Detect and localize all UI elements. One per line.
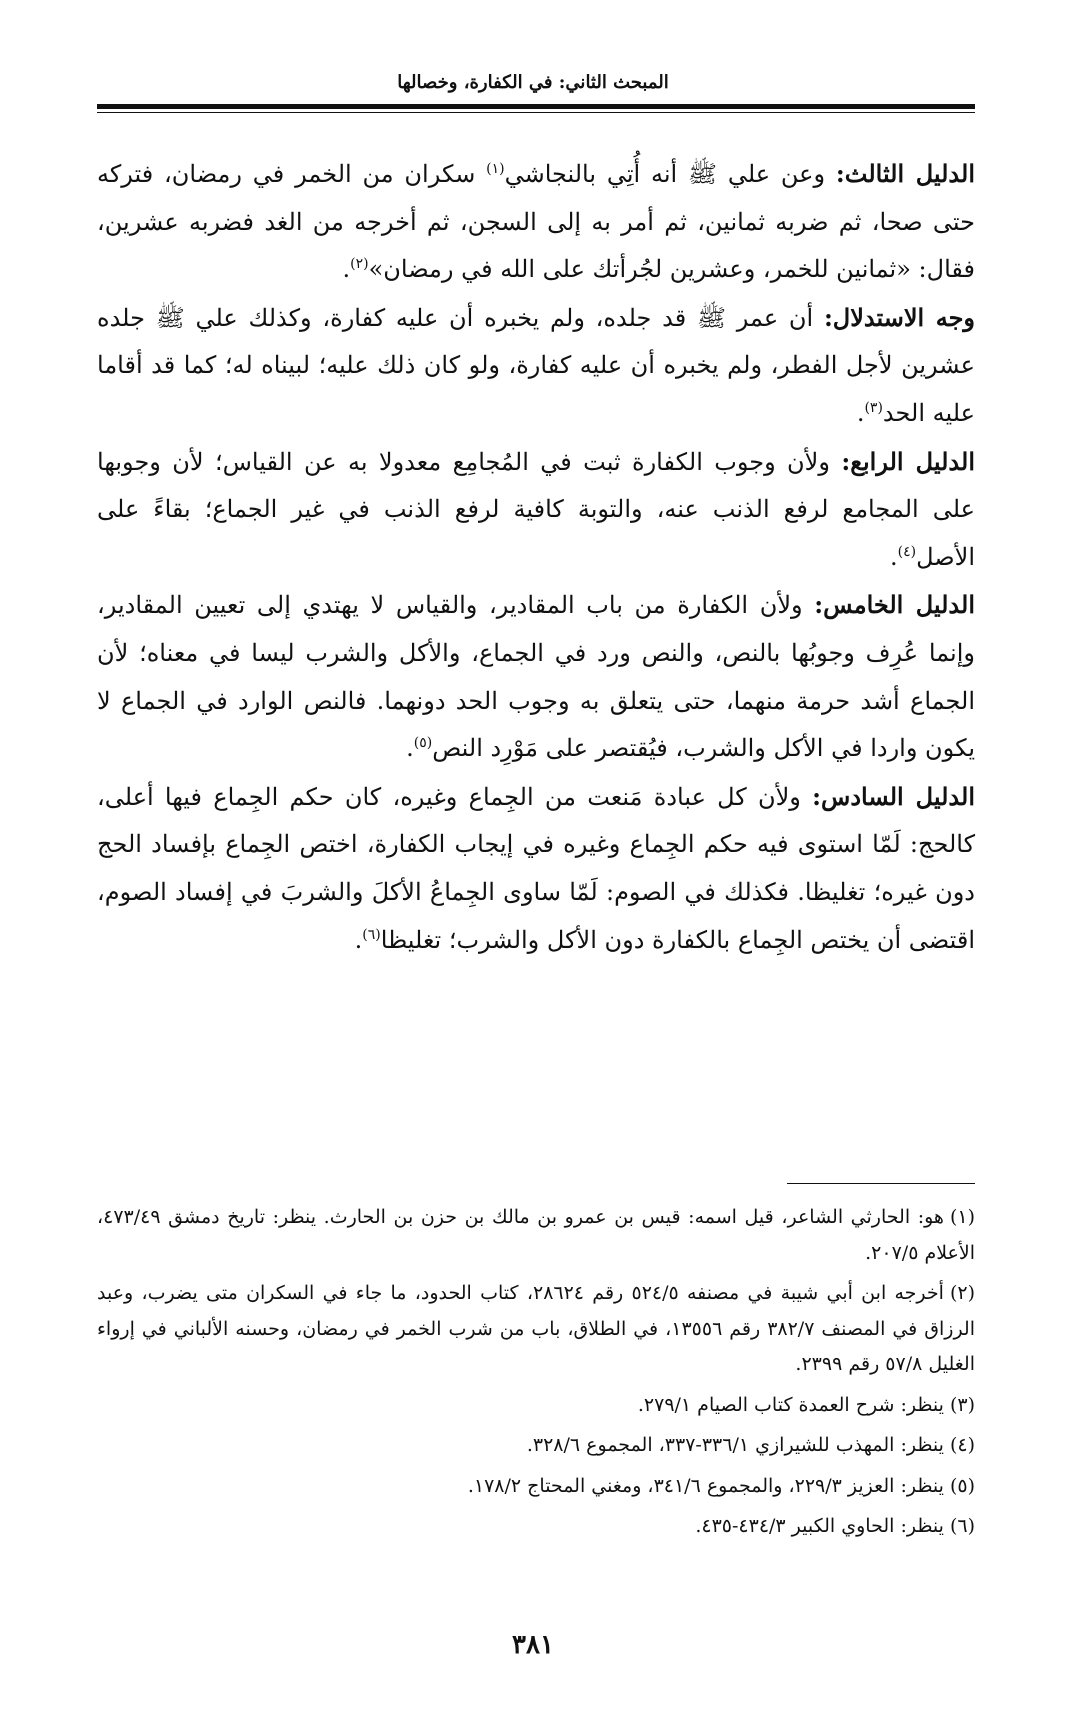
footnote-separator	[787, 1183, 975, 1184]
paragraph-third-evidence	[97, 150, 975, 294]
footnote-item	[97, 1428, 975, 1464]
paragraph-end: .	[889, 542, 898, 571]
footnote-text: ينظر: المهذب للشيرازي ٣٣٦/١-٣٣٧، المجموع ٣٢٨/٦.	[526, 1434, 944, 1456]
footnote-number: (٢)	[949, 1282, 975, 1304]
footnote-item	[97, 1200, 975, 1271]
footnote-number: (١)	[949, 1206, 975, 1228]
footnote-item	[97, 1469, 975, 1505]
paragraph-text: ولأن كل عبادة مَنعت من الجِماع وغيره، كان حكم الجِماع فيها أعلى، كالحج: لَمّا استوى فيه حكم الجِماع وغيره في إيجاب الكفارة، اختص الجِماع بإفساد الحج دون غيره؛ تغليظا. فكذلك في الصوم: لَمّا ساوى الجِماعُ الأكلَ والشربَ في إفساد الصوم، اقتضى أن يختص الجِماع بالكفارة دون الأكل والشرب؛ تغليظا	[97, 782, 975, 954]
footnote-text: هو: الحارثي الشاعر، قيل اسمه: قيس بن عمرو بن مالك بن حزن بن الحارث. ينظر: تاريخ دمشق ٤٧٣/٤٩، الأعلام ٢٠٧/٥.	[97, 1206, 975, 1264]
footnote-ref[interactable]: (٥)	[413, 735, 433, 752]
paragraph-label: الدليل الرابع:	[841, 446, 975, 476]
paragraph-end: .	[406, 734, 414, 763]
paragraph-end: .	[342, 255, 351, 284]
footnote-item	[97, 1276, 975, 1383]
footnote-ref[interactable]: (٦)	[362, 926, 381, 943]
footnote-number: (٤)	[949, 1434, 975, 1456]
paragraph-text: ولأن وجوب الكفارة ثبت في المُجامِع معدولا به عن القياس؛ لأن وجوبها على المجامع لرفع الذنب عنه، والتوبة كافية لرفع الذنب في غير الجماع؛ بقاءً على الأصل	[97, 447, 975, 571]
paragraph-inference	[97, 294, 975, 438]
header-rule-thin	[97, 112, 975, 113]
main-text	[97, 150, 975, 964]
footnote-ref[interactable]: (٢)	[350, 256, 369, 273]
footnote-ref[interactable]: (٣)	[864, 399, 883, 416]
paragraph-label: الدليل الثالث:	[835, 159, 976, 188]
paragraph-fourth-evidence	[97, 438, 975, 582]
header-rule-thick	[97, 104, 975, 109]
footnote-ref[interactable]: (٤)	[897, 543, 917, 560]
paragraph-label: الدليل الخامس:	[814, 590, 976, 620]
paragraph-fifth-evidence	[97, 581, 975, 772]
footnote-number: (٦)	[949, 1515, 975, 1537]
paragraph-end: .	[354, 925, 363, 954]
paragraph-end: .	[856, 398, 865, 427]
running-header: المبحث الثاني: في الكفارة، وخصالها	[397, 72, 669, 93]
footnote-text: ينظر: الحاوي الكبير ٤٣٤/٣-٤٣٥.	[695, 1515, 944, 1537]
paragraph-text: ولأن الكفارة من باب المقادير، والقياس لا يهتدي إلى تعيين المقادير، وإنما عُرِف وجوبُها بالنص، والنص ورد في الجماع، والأكل والشرب ليسا في معناه؛ لأن الجماع أشد حرمة منهما، حتى يتعلق به وجوب الحد دونهما. فالنص الوارد في الجماع لا يكون واردا في الأكل والشرب، فيُقتصر على مَوْرِد النص	[97, 591, 975, 763]
paragraph-label: الدليل السادس:	[812, 781, 975, 811]
footnote-text: ينظر: العزيز ٢٢٩/٣، والمجموع ٣٤١/٦، ومغني المحتاج ١٧٨/٢.	[467, 1474, 944, 1497]
footnote-ref[interactable]: (١)	[486, 161, 505, 177]
paragraph-text: وعن علي ﷺ أنه أُتِي بالنجاشي	[504, 160, 836, 188]
footnote-item	[97, 1509, 975, 1545]
page-number: ٣٨١	[512, 1630, 554, 1660]
paragraph-label: وجه الاستدلال:	[823, 302, 975, 332]
paragraph-sixth-evidence	[97, 773, 975, 964]
footnote-number: (٣)	[949, 1393, 975, 1416]
paragraph-text: سكران من الخمر في رمضان، فتركه حتى صحا، ثم ضربه ثمانين، ثم أمر به إلى السجن، ثم أخرجه من الغد فضربه عشرين، فقال: «ثمانين للخمر، وعشرين لجُرأتك على الله في رمضان»	[97, 160, 975, 284]
footnote-text: ينظر: شرح العمدة كتاب الصيام ٢٧٩/١.	[637, 1393, 944, 1416]
paragraph-text: أن عمر ﷺ قد جلده، ولم يخبره أن عليه كفارة، وكذلك علي ﷺ جلده عشرين لأجل الفطر، ولم يخبره أن عليه كفارة، ولو كان ذلك عليه؛ لبيناه له؛ كما قد أقاما عليه الحد	[97, 303, 975, 427]
footnotes	[97, 1200, 975, 1550]
footnote-item	[97, 1388, 975, 1424]
footnote-text: أخرجه ابن أبي شيبة في مصنفه ٥٢٤/٥ رقم ٢٨٦٢٤، كتاب الحدود، ما جاء في السكران متى يضرب، وعبد الرزاق في المصنف ٣٨٢/٧ رقم ١٣٥٥٦، في الطلاق، باب من شرب الخمر في رمضان، وحسنه الألباني في إرواء الغليل ٥٧/٨ رقم ٢٣٩٩.	[97, 1282, 975, 1375]
footnote-number: (٥)	[949, 1474, 975, 1497]
